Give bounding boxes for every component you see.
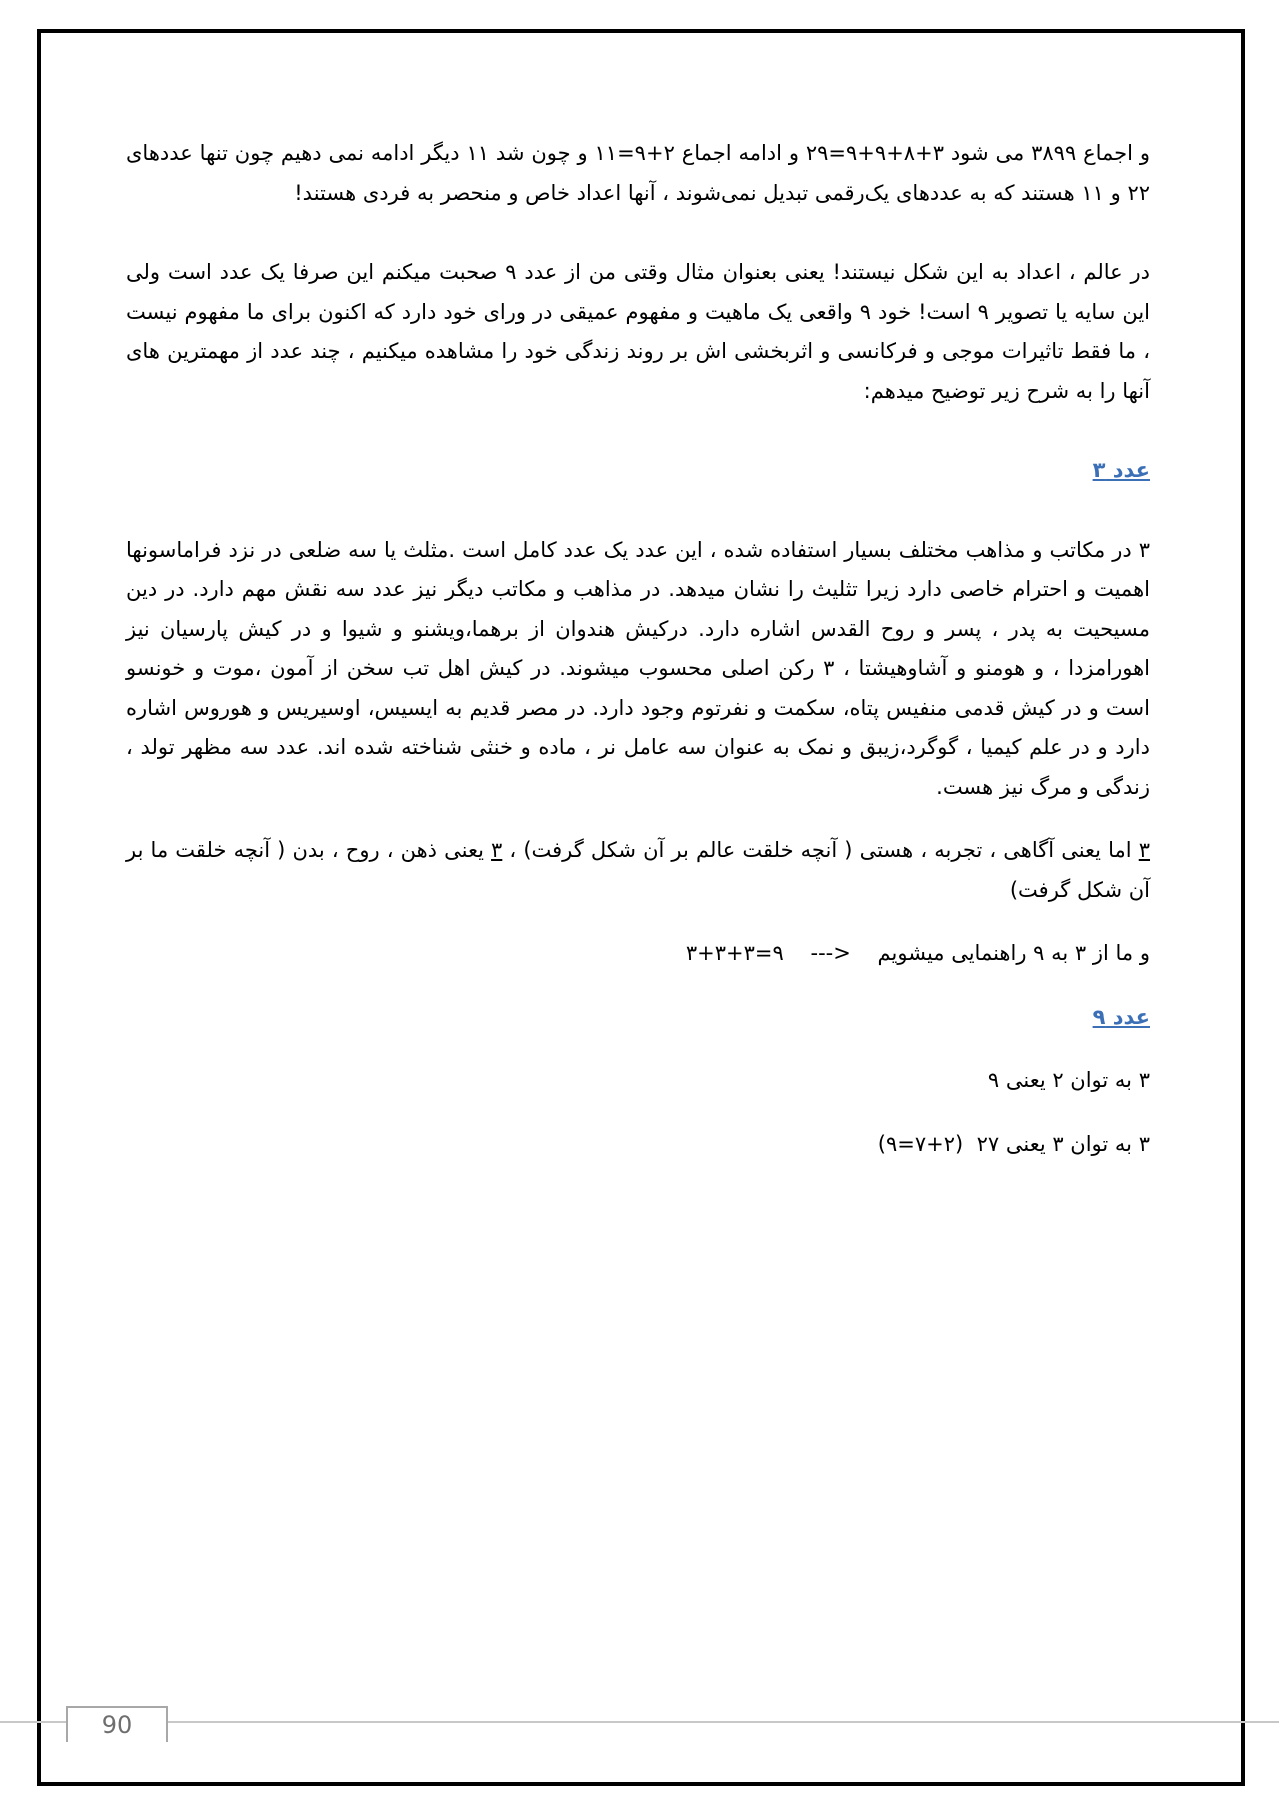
page-number: 90	[66, 1706, 168, 1742]
text-three-meanings-2: یعنی ذهن ، روح ، بدن ( آنچه خلقت ما بر آن شکل گرفت)	[126, 838, 1150, 902]
text-three-to-nine: و ما از ۳ به ۹ راهنمایی میشویم	[877, 941, 1150, 965]
heading-number-3[interactable]: عدد ۳	[1092, 458, 1150, 482]
page-content	[126, 134, 1150, 1164]
heading-number-9[interactable]: عدد ۹	[1092, 1004, 1150, 1029]
paragraph-three-to-nine	[126, 934, 1150, 974]
text-three-cubed: ۳ به توان ۳ یعنی ۲۷	[976, 1131, 1150, 1156]
paragraph-digit-sum: و اجماع ۳۸۹۹ می شود ۳+۸+۹+۹=۲۹ و ادامه اجماع ۲+۹=۱۱ و چون شد ۱۱ دیگر ادامه نمی دهیم چون تنها عددهای ۲۲ و ۱۱ هستند که به عددهای یک‌رقمی تبدیل نمی‌شوند ، آنها اعداد خاص و منحصر به فردی هستند!	[126, 141, 1150, 205]
arrow-symbol: --->	[810, 941, 851, 965]
underlined-three-1: ۳	[1138, 838, 1151, 862]
paragraph-three-cubed	[126, 1125, 1150, 1165]
paragraph-numbers-in-world: در عالم ، اعداد به این شکل نیستند! یعنی بعنوان مثال وقتی من از عدد ۹ صحبت میکنم این صرفا یک عدد است ولی این سایه یا تصویر ۹ است! خود ۹ واقعی یک ماهیت و مفهوم عمیقی در ورای خود دارد که اکنون برای ما مفهوم نیست ، ما فقط تاثیرات موجی و فرکانسی و اثربخشی اش بر روند زندگی خود را مشاهده میکنیم ، چند عدد از مهمترین های آنها را به شرح زیر توضیح میدهم:	[126, 260, 1150, 403]
underlined-three-2: ۳	[491, 838, 503, 862]
paragraph-three-meanings	[126, 831, 1150, 910]
equation-three-sum: ۹=۳+۳+۳	[685, 941, 784, 965]
footer-divider	[0, 1721, 1279, 1723]
paragraph-three-squared: ۳ به توان ۲ یعنی ۹	[987, 1068, 1150, 1092]
equation-digit-sum: (۲+۷=۹)	[877, 1131, 964, 1156]
text-three-meanings-1: اما یعنی آگاهی ، تجربه ، هستی ( آنچه خلقت عالم بر آن شکل گرفت) ،	[502, 838, 1139, 862]
paragraph-number-3: ۳ در مکاتب و مذاهب مختلف بسیار استفاده شده ، این عدد یک عدد کامل است .مثلث یا سه ضلعی در نزد فراماسونها اهمیت و احترام خاصی دارد زیرا تثلیث را نشان میدهد. در مذاهب و مکاتب دیگر نیز عدد سه نقش مهم دارد. در دین مسیحیت به پدر ، پسر و روح القدس اشاره دارد. درکیش هندوان از برهما،ویشنو و شیوا و در کیش پارسیان نیز اهورامزدا ، و هومنو و آشاوهیشتا ، ۳ رکن اصلی محسوب میشوند. در کیش اهل تب سخن از آمون ،موت و خونسو است و در کیش قدمی منفیس پتاه، سکمت و نفرتوم وجود دارد. در مصر قدیم به ایسیس، اوسیریس و هوروس اشاره دارد و در علم کیمیا ، گوگرد،زیبق و نمک به عنوان سه عامل نر ، ماده و خنثی شناخته شده اند. عدد سه مظهر تولد ، زندگی و مرگ نیز هست.	[126, 537, 1150, 799]
